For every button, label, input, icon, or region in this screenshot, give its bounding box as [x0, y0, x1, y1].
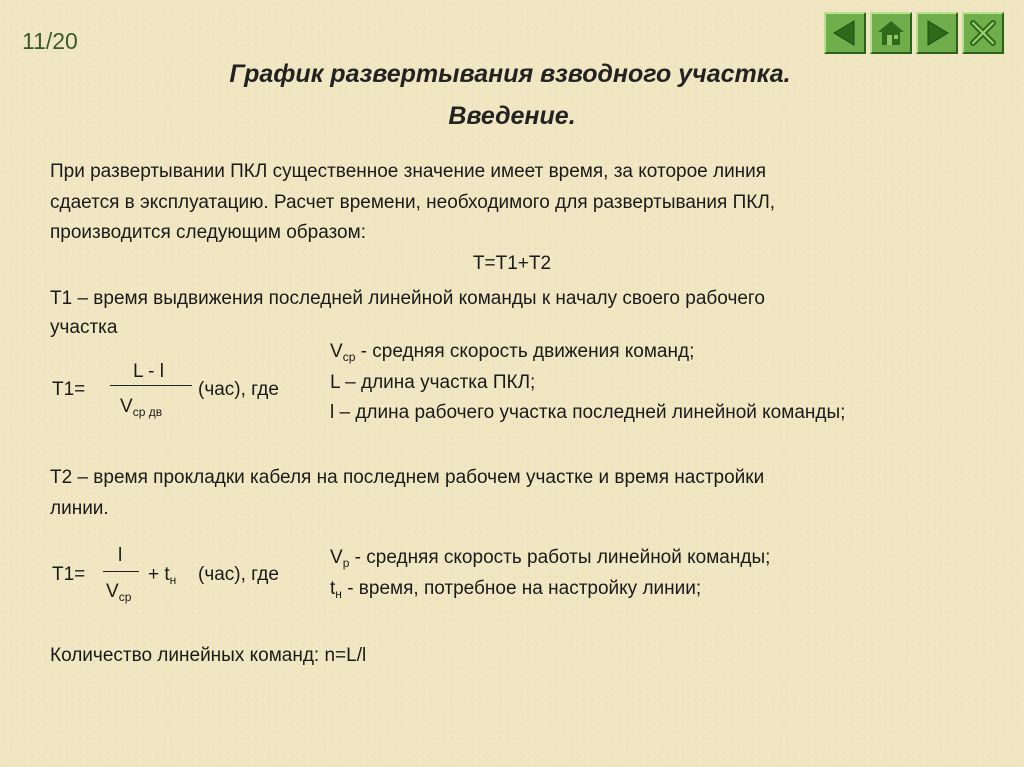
- slide-number: 11/20: [22, 28, 78, 54]
- intro-line-1: При развертывании ПКЛ существенное значение имеет время, за которое линия: [50, 161, 767, 182]
- main-formula: Т=Т1+Т2: [472, 253, 552, 274]
- home-icon: [876, 18, 906, 48]
- t2-legend-1: $V_р$ - средняя скорость работы линейной команды;: [330, 547, 771, 570]
- close-x-icon: [968, 18, 998, 48]
- t2-denominator: $V_{ср}$: [106, 581, 132, 604]
- t2-description-1: Т2 – время прокладки кабеля на последнем рабочем участке и время настройки: [50, 467, 765, 488]
- next-slide-button[interactable]: [916, 12, 958, 54]
- intro-line-2: сдается в эксплуатацию. Расчет времени, необходимого для развертывания ПКЛ,: [50, 192, 776, 213]
- t1-description-1: Т1 – время выдвижения последней линейной команды к началу своего рабочего: [50, 288, 765, 309]
- arrow-right-icon: [922, 18, 952, 48]
- close-button[interactable]: [962, 12, 1004, 54]
- t2-legend-2: $t_н$ - время, потребное на настройку линии;: [330, 578, 702, 601]
- t1-legend-2: L – длина участка ПКЛ;: [330, 372, 536, 393]
- fraction-bar: [110, 385, 192, 386]
- t2-numerator: l: [118, 545, 123, 566]
- nav-toolbar: [824, 12, 1004, 54]
- t1-legend-1: $V_{ср}$ - средняя скорость движения команд;: [330, 341, 695, 364]
- prev-slide-button[interactable]: [824, 12, 866, 54]
- team-count-line: Количество линейных команд: n=L/l: [50, 645, 367, 666]
- t1-suffix: (час), где: [198, 379, 279, 400]
- slide-title-line2: Введение.: [448, 102, 576, 130]
- t2-description-2: линии.: [50, 498, 109, 519]
- t1-lhs: Т1=: [52, 379, 86, 400]
- arrow-left-icon: [830, 18, 860, 48]
- t1-denominator: $V_{ср дв}$: [120, 396, 163, 419]
- home-button[interactable]: [870, 12, 912, 54]
- t2-suffix: (час), где: [198, 564, 279, 585]
- intro-line-3: производится следующим образом:: [50, 222, 366, 243]
- t1-numerator: L - l: [133, 361, 164, 382]
- t2-lhs: Т1=: [52, 564, 86, 585]
- t2-plus-term: + $t_н$: [148, 564, 177, 587]
- fraction-bar: [103, 571, 139, 572]
- slide-title-line1: График развертывания взводного участка.: [229, 60, 791, 88]
- t1-legend-3: l – длина рабочего участка последней линейной команды;: [330, 402, 846, 423]
- t1-description-2: участка: [50, 317, 118, 338]
